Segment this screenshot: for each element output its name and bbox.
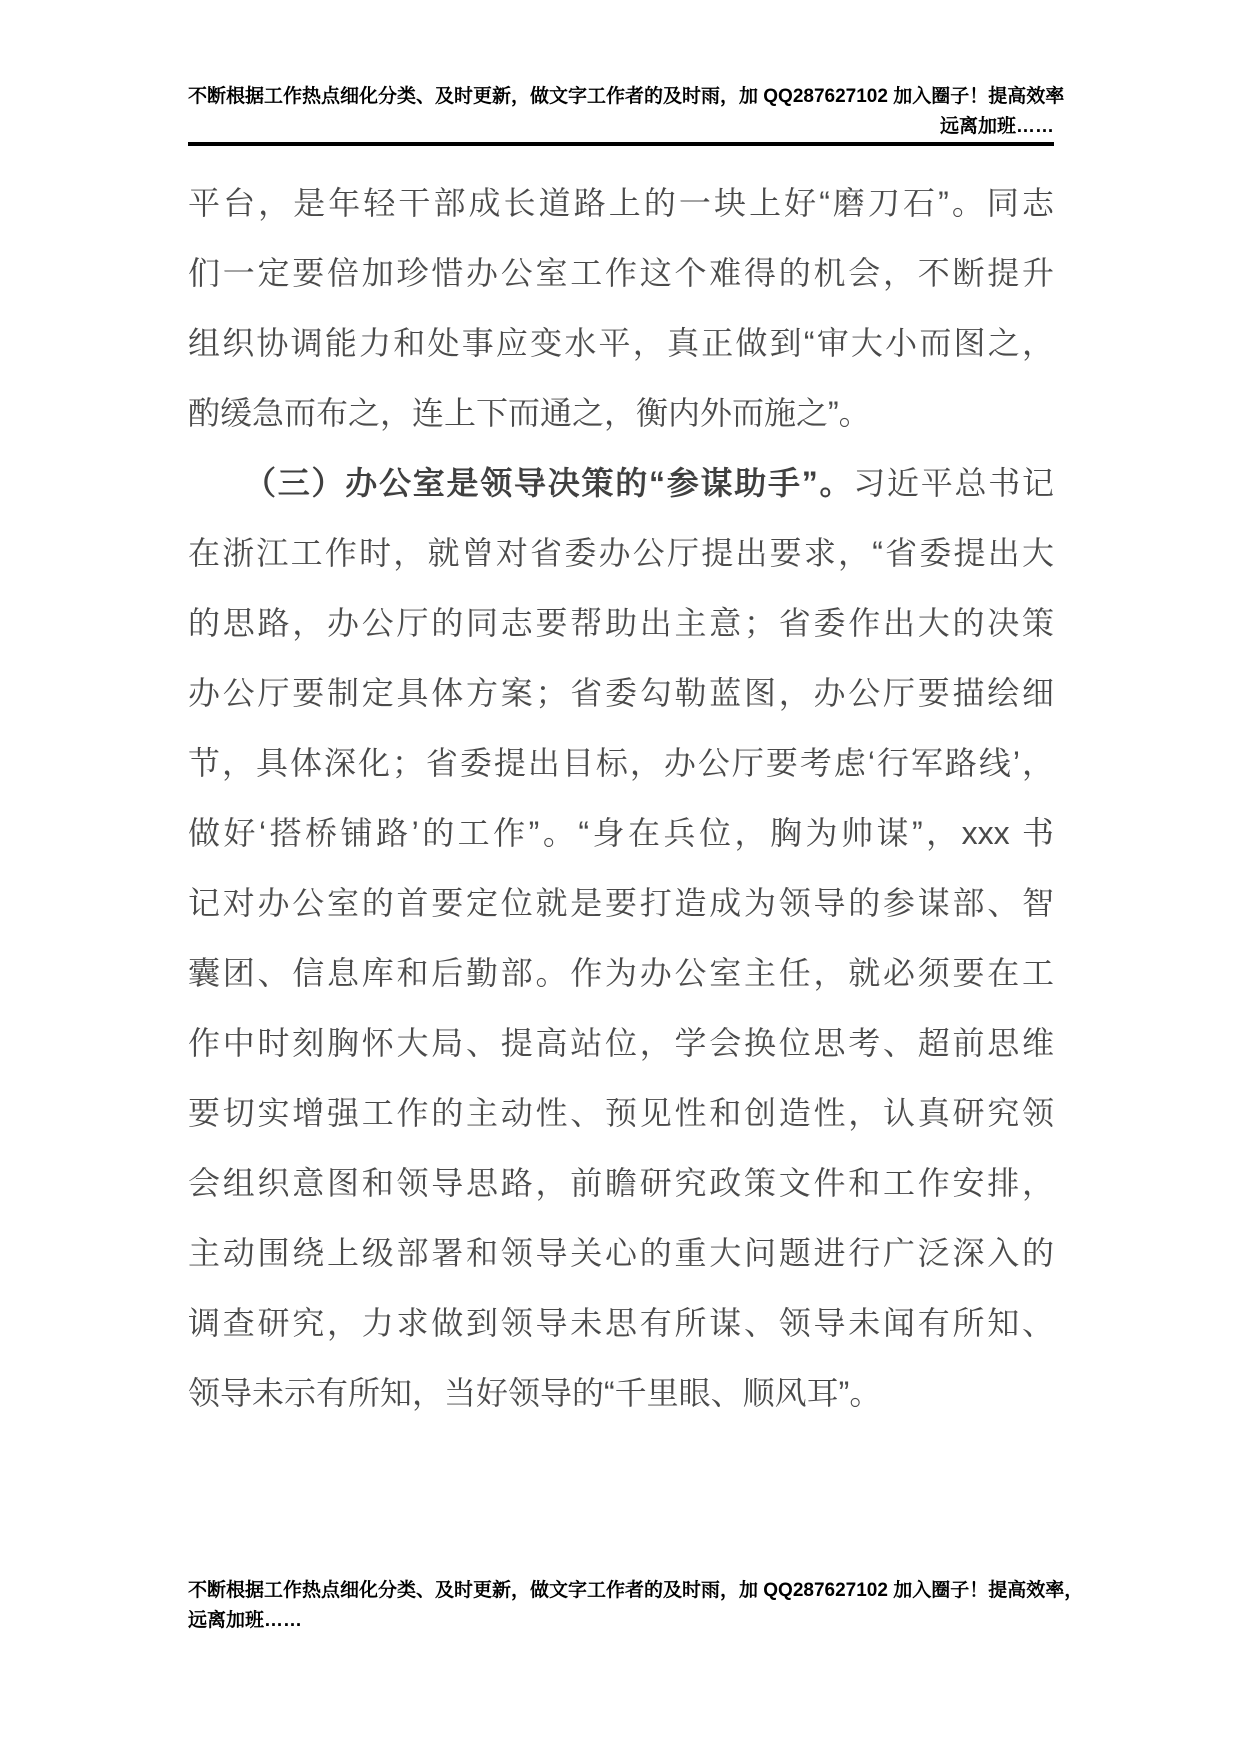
body-text-segment: 作中时刻胸怀大局、提高站位，学会换位思考、超前思维 — [188, 1025, 1054, 1061]
body-text-bold-segment: （三）办公室是领导决策的“参谋助手”。 — [244, 465, 854, 501]
body-text-segment: 的思路，办公厅的同志要帮助出主意；省委作出大的决策 — [188, 605, 1054, 641]
document-body — [188, 168, 1054, 1428]
footer-line-2: 远离加班…… — [188, 1610, 303, 1631]
body-text-segment: 们一定要倍加珍惜办公室工作这个难得的机会，不断提升 — [188, 255, 1054, 291]
page-header — [188, 82, 1065, 142]
body-text-line — [188, 1218, 1054, 1288]
body-text-line — [188, 658, 1054, 728]
body-text-segment: 在浙江工作时，就曾对省委办公厅提出要求，“省委提出大 — [188, 535, 1054, 571]
body-text-line — [188, 798, 1054, 868]
body-text-line — [188, 728, 1054, 798]
body-text-segment: 办公厅要制定具体方案；省委勾勒蓝图，办公厅要描绘细 — [188, 675, 1054, 711]
body-text-line — [188, 1288, 1054, 1358]
page-footer — [188, 1576, 1084, 1636]
body-text-line — [188, 938, 1054, 1008]
header-line-1: 不断根据工作热点细化分类、及时更新，做文字工作者的及时雨，加 QQ287627102 加入圈子！提高效率 — [188, 86, 1065, 107]
body-text-line — [188, 308, 1054, 378]
body-text-line — [188, 518, 1054, 588]
body-text-line — [188, 588, 1054, 658]
body-text-line — [188, 238, 1054, 308]
body-text-segment: 做好‘搭桥铺路’的工作”。“身在兵位，胸为帅谋”，xxx 书 — [188, 815, 1054, 851]
body-text-segment: 平台，是年轻干部成长道路上的一块上好“磨刀石”。同志 — [188, 185, 1054, 221]
body-text-segment: 领导未示有所知，当好领导的“千里眼、顺风耳”。 — [188, 1375, 882, 1411]
body-text-line — [188, 1358, 1054, 1428]
header-divider — [188, 142, 1054, 146]
body-text-segment: 会组织意图和领导思路，前瞻研究政策文件和工作安排， — [188, 1165, 1054, 1201]
body-text-segment: 节，具体深化；省委提出目标，办公厅要考虑‘行军路线’， — [188, 745, 1054, 781]
body-text-line — [188, 378, 1054, 448]
body-text-segment: 组织协调能力和处事应变水平，真正做到“审大小而图之， — [188, 325, 1054, 361]
body-text-line — [188, 448, 1054, 518]
body-text-line — [188, 1078, 1054, 1148]
body-text-segment: 囊团、信息库和后勤部。作为办公室主任，就必须要在工 — [188, 955, 1054, 991]
body-text-segment: 主动围绕上级部署和领导关心的重大问题进行广泛深入的 — [188, 1235, 1054, 1271]
body-text-segment: 记对办公室的首要定位就是要打造成为领导的参谋部、智 — [188, 885, 1054, 921]
header-line-2: 远离加班…… — [939, 116, 1054, 137]
body-text-segment: 调查研究，力求做到领导未思有所谋、领导未闻有所知、 — [188, 1305, 1054, 1341]
body-text-segment: 要切实增强工作的主动性、预见性和创造性，认真研究领 — [188, 1095, 1054, 1131]
body-text-segment: 习近平总书记 — [853, 465, 1054, 501]
body-text-line — [188, 868, 1054, 938]
footer-line-1: 不断根据工作热点细化分类、及时更新，做文字工作者的及时雨，加 QQ287627102 加入圈子！提高效率， — [188, 1580, 1084, 1601]
body-text-line — [188, 1008, 1054, 1078]
body-text-segment: 酌缓急而布之，连上下而通之，衡内外而施之”。 — [188, 395, 871, 431]
body-text-line — [188, 1148, 1054, 1218]
body-text-line — [188, 168, 1054, 238]
